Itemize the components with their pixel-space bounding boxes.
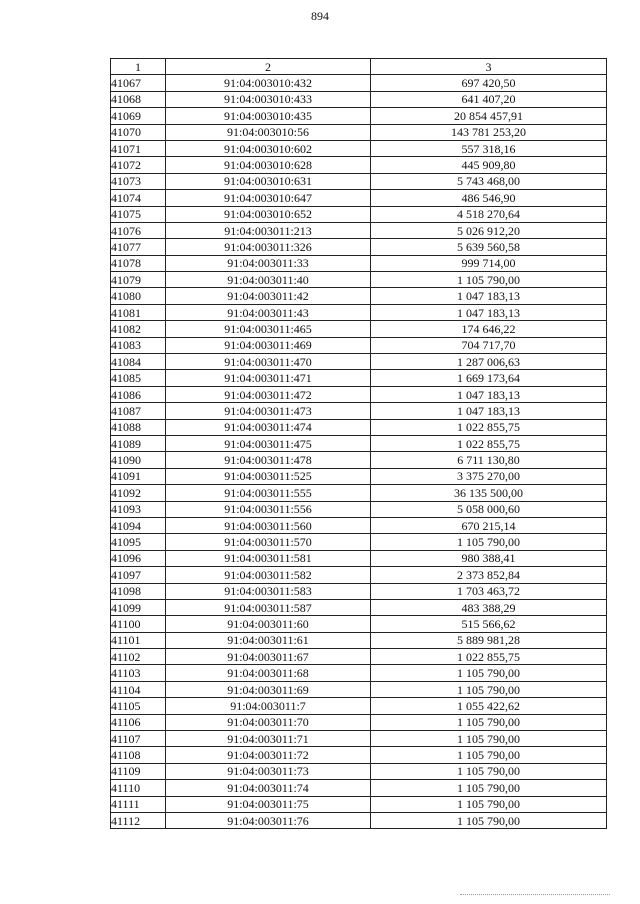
- row-number-cell: 41102: [111, 649, 166, 665]
- row-number-cell: 41079: [111, 272, 166, 288]
- table-row: [111, 272, 607, 288]
- table-row: [111, 632, 607, 648]
- cadastral-number-cell: 91:04:003011:61: [166, 632, 371, 648]
- cadastral-number-cell: 91:04:003011:68: [166, 665, 371, 681]
- table-row: [111, 304, 607, 320]
- cadastral-number-cell: 91:04:003010:602: [166, 140, 371, 156]
- row-number-cell: 41076: [111, 222, 166, 238]
- row-number-cell: 41075: [111, 206, 166, 222]
- table-row: [111, 337, 607, 353]
- cadastral-number-cell: 91:04:003011:60: [166, 616, 371, 632]
- value-cell: 1 055 422,62: [371, 698, 607, 714]
- table-row: [111, 583, 607, 599]
- row-number-cell: 41101: [111, 632, 166, 648]
- row-number-cell: 41099: [111, 599, 166, 615]
- table-row: [111, 665, 607, 681]
- value-cell: 697 420,50: [371, 75, 607, 91]
- table-row: [111, 681, 607, 697]
- value-cell: 1 105 790,00: [371, 665, 607, 681]
- cadastral-number-cell: 91:04:003011:213: [166, 222, 371, 238]
- cadastral-number-cell: 91:04:003011:33: [166, 255, 371, 271]
- table-row: [111, 567, 607, 583]
- row-number-cell: 41094: [111, 517, 166, 533]
- row-number-cell: 41110: [111, 780, 166, 796]
- row-number-cell: 41085: [111, 370, 166, 386]
- value-cell: 1 105 790,00: [371, 714, 607, 730]
- cadastral-number-cell: 91:04:003011:76: [166, 812, 371, 828]
- value-cell: 1 022 855,75: [371, 435, 607, 451]
- column-header-1: 1: [111, 59, 166, 75]
- row-number-cell: 41083: [111, 337, 166, 353]
- row-number-cell: 41084: [111, 354, 166, 370]
- row-number-cell: 41105: [111, 698, 166, 714]
- row-number-cell: 41070: [111, 124, 166, 140]
- cadastral-number-cell: 91:04:003010:647: [166, 190, 371, 206]
- value-cell: 36 135 500,00: [371, 485, 607, 501]
- row-number-cell: 41072: [111, 157, 166, 173]
- table-row: [111, 91, 607, 107]
- value-cell: 1 105 790,00: [371, 681, 607, 697]
- table-row: [111, 468, 607, 484]
- row-number-cell: 41107: [111, 731, 166, 747]
- value-cell: 515 566,62: [371, 616, 607, 632]
- row-number-cell: 41068: [111, 91, 166, 107]
- row-number-cell: 41092: [111, 485, 166, 501]
- cadastral-number-cell: 91:04:003011:470: [166, 354, 371, 370]
- value-cell: 1 047 183,13: [371, 403, 607, 419]
- value-cell: 641 407,20: [371, 91, 607, 107]
- page-number: 894: [311, 9, 329, 23]
- table-row: [111, 616, 607, 632]
- cadastral-number-cell: 91:04:003011:474: [166, 419, 371, 435]
- row-number-cell: 41100: [111, 616, 166, 632]
- row-number-cell: 41109: [111, 763, 166, 779]
- cadastral-number-cell: 91:04:003011:473: [166, 403, 371, 419]
- cadastral-number-cell: 91:04:003011:472: [166, 386, 371, 402]
- cadastral-number-cell: 91:04:003011:43: [166, 304, 371, 320]
- table-row: [111, 550, 607, 566]
- row-number-cell: 41074: [111, 190, 166, 206]
- table-row: [111, 452, 607, 468]
- table-row: [111, 288, 607, 304]
- row-number-cell: 41071: [111, 140, 166, 156]
- value-cell: 1 105 790,00: [371, 763, 607, 779]
- cadastral-number-cell: 91:04:003010:433: [166, 91, 371, 107]
- row-number-cell: 41087: [111, 403, 166, 419]
- cadastral-number-cell: 91:04:003011:70: [166, 714, 371, 730]
- cadastral-number-cell: 91:04:003010:435: [166, 108, 371, 124]
- table-row: [111, 747, 607, 763]
- cadastral-number-cell: 91:04:003010:432: [166, 75, 371, 91]
- value-cell: 1 105 790,00: [371, 796, 607, 812]
- value-cell: 5 058 000,60: [371, 501, 607, 517]
- table-row: [111, 780, 607, 796]
- cadastral-number-cell: 91:04:003010:631: [166, 173, 371, 189]
- row-number-cell: 41086: [111, 386, 166, 402]
- cadastral-number-cell: 91:04:003010:652: [166, 206, 371, 222]
- table-row: [111, 435, 607, 451]
- cadastral-number-cell: 91:04:003011:73: [166, 763, 371, 779]
- row-number-cell: 41073: [111, 173, 166, 189]
- cadastral-number-cell: 91:04:003011:583: [166, 583, 371, 599]
- table-row: [111, 419, 607, 435]
- value-cell: 5 889 981,28: [371, 632, 607, 648]
- table-row: [111, 108, 607, 124]
- cadastral-number-cell: 91:04:003010:628: [166, 157, 371, 173]
- row-number-cell: 41112: [111, 812, 166, 828]
- value-cell: 1 703 463,72: [371, 583, 607, 599]
- value-cell: 1 105 790,00: [371, 534, 607, 550]
- row-number-cell: 41097: [111, 567, 166, 583]
- value-cell: 20 854 457,91: [371, 108, 607, 124]
- table-row: [111, 599, 607, 615]
- value-cell: 1 105 790,00: [371, 780, 607, 796]
- column-header-3: 3: [371, 59, 607, 75]
- value-cell: 1 105 790,00: [371, 812, 607, 828]
- value-cell: 1 047 183,13: [371, 304, 607, 320]
- table-row: [111, 124, 607, 140]
- row-number-cell: 41089: [111, 435, 166, 451]
- value-cell: 704 717,70: [371, 337, 607, 353]
- table-row: [111, 370, 607, 386]
- table-row: [111, 517, 607, 533]
- row-number-cell: 41091: [111, 468, 166, 484]
- table-row: [111, 206, 607, 222]
- row-number-cell: 41108: [111, 747, 166, 763]
- table-row: [111, 190, 607, 206]
- row-number-cell: 41069: [111, 108, 166, 124]
- row-number-cell: 41090: [111, 452, 166, 468]
- row-number-cell: 41106: [111, 714, 166, 730]
- cadastral-number-cell: 91:04:003011:74: [166, 780, 371, 796]
- row-number-cell: 41111: [111, 796, 166, 812]
- table-row: [111, 239, 607, 255]
- cadastral-number-cell: 91:04:003011:326: [166, 239, 371, 255]
- table-row: [111, 534, 607, 550]
- column-header-2: 2: [166, 59, 371, 75]
- table-row: [111, 255, 607, 271]
- value-cell: 445 909,80: [371, 157, 607, 173]
- table-row: [111, 763, 607, 779]
- cadastral-number-cell: 91:04:003011:42: [166, 288, 371, 304]
- table-row: [111, 731, 607, 747]
- cadastral-number-cell: 91:04:003011:560: [166, 517, 371, 533]
- row-number-cell: 41096: [111, 550, 166, 566]
- cadastral-number-cell: 91:04:003011:525: [166, 468, 371, 484]
- table-body: [111, 75, 607, 829]
- table-row: [111, 698, 607, 714]
- cadastral-number-cell: 91:04:003011:556: [166, 501, 371, 517]
- value-cell: 557 318,16: [371, 140, 607, 156]
- cadastral-number-cell: 91:04:003011:471: [166, 370, 371, 386]
- cadastral-number-cell: 91:04:003011:475: [166, 435, 371, 451]
- value-cell: 4 518 270,64: [371, 206, 607, 222]
- cadastral-number-cell: 91:04:003011:582: [166, 567, 371, 583]
- row-number-cell: 41081: [111, 304, 166, 320]
- table-row: [111, 649, 607, 665]
- row-number-cell: 41080: [111, 288, 166, 304]
- cadastral-number-cell: 91:04:003011:40: [166, 272, 371, 288]
- value-cell: 1 105 790,00: [371, 747, 607, 763]
- value-cell: 1 047 183,13: [371, 288, 607, 304]
- cadastral-number-cell: 91:04:003011:69: [166, 681, 371, 697]
- table-row: [111, 321, 607, 337]
- value-cell: 174 646,22: [371, 321, 607, 337]
- table-row: [111, 354, 607, 370]
- value-cell: 1 022 855,75: [371, 649, 607, 665]
- table-row: [111, 157, 607, 173]
- table-row: [111, 796, 607, 812]
- row-number-cell: 41077: [111, 239, 166, 255]
- table-row: [111, 485, 607, 501]
- cadastral-number-cell: 91:04:003011:72: [166, 747, 371, 763]
- row-number-cell: 41098: [111, 583, 166, 599]
- table-row: [111, 75, 607, 91]
- table-row: [111, 501, 607, 517]
- row-number-cell: 41095: [111, 534, 166, 550]
- cadastral-number-cell: 91:04:003011:478: [166, 452, 371, 468]
- row-number-cell: 41093: [111, 501, 166, 517]
- value-cell: 143 781 253,20: [371, 124, 607, 140]
- row-number-cell: 41082: [111, 321, 166, 337]
- cadastral-number-cell: 91:04:003011:581: [166, 550, 371, 566]
- row-number-cell: 41078: [111, 255, 166, 271]
- value-cell: 1 105 790,00: [371, 731, 607, 747]
- value-cell: 999 714,00: [371, 255, 607, 271]
- cadastral-number-cell: 91:04:003011:465: [166, 321, 371, 337]
- table-row: [111, 812, 607, 828]
- table-row: [111, 140, 607, 156]
- row-number-cell: 41103: [111, 665, 166, 681]
- value-cell: 670 215,14: [371, 517, 607, 533]
- value-cell: 1 105 790,00: [371, 272, 607, 288]
- row-number-cell: 41088: [111, 419, 166, 435]
- value-cell: 5 743 468,00: [371, 173, 607, 189]
- value-cell: 5 639 560,58: [371, 239, 607, 255]
- value-cell: 1 669 173,64: [371, 370, 607, 386]
- table-row: [111, 386, 607, 402]
- value-cell: 1 022 855,75: [371, 419, 607, 435]
- cadastral-number-cell: 91:04:003011:71: [166, 731, 371, 747]
- table-row: [111, 173, 607, 189]
- cadastral-number-cell: 91:04:003011:570: [166, 534, 371, 550]
- table-row: [111, 222, 607, 238]
- cadastral-number-cell: 91:04:003010:56: [166, 124, 371, 140]
- value-cell: 1 047 183,13: [371, 386, 607, 402]
- value-cell: 980 388,41: [371, 550, 607, 566]
- cadastral-number-cell: 91:04:003011:75: [166, 796, 371, 812]
- value-cell: 2 373 852,84: [371, 567, 607, 583]
- cadastral-number-cell: 91:04:003011:555: [166, 485, 371, 501]
- value-cell: 6 711 130,80: [371, 452, 607, 468]
- cadastral-number-cell: 91:04:003011:67: [166, 649, 371, 665]
- value-cell: 3 375 270,00: [371, 468, 607, 484]
- cadastral-number-cell: 91:04:003011:587: [166, 599, 371, 615]
- table-row: [111, 403, 607, 419]
- table-row: [111, 714, 607, 730]
- scan-artifact: [460, 894, 610, 898]
- cadastral-number-cell: 91:04:003011:469: [166, 337, 371, 353]
- row-number-cell: 41104: [111, 681, 166, 697]
- value-cell: 486 546,90: [371, 190, 607, 206]
- value-cell: 5 026 912,20: [371, 222, 607, 238]
- cadastral-number-cell: 91:04:003011:7: [166, 698, 371, 714]
- row-number-cell: 41067: [111, 75, 166, 91]
- value-cell: 1 287 006,63: [371, 354, 607, 370]
- cadastral-table: [110, 58, 607, 829]
- header-row: [111, 59, 607, 75]
- value-cell: 483 388,29: [371, 599, 607, 615]
